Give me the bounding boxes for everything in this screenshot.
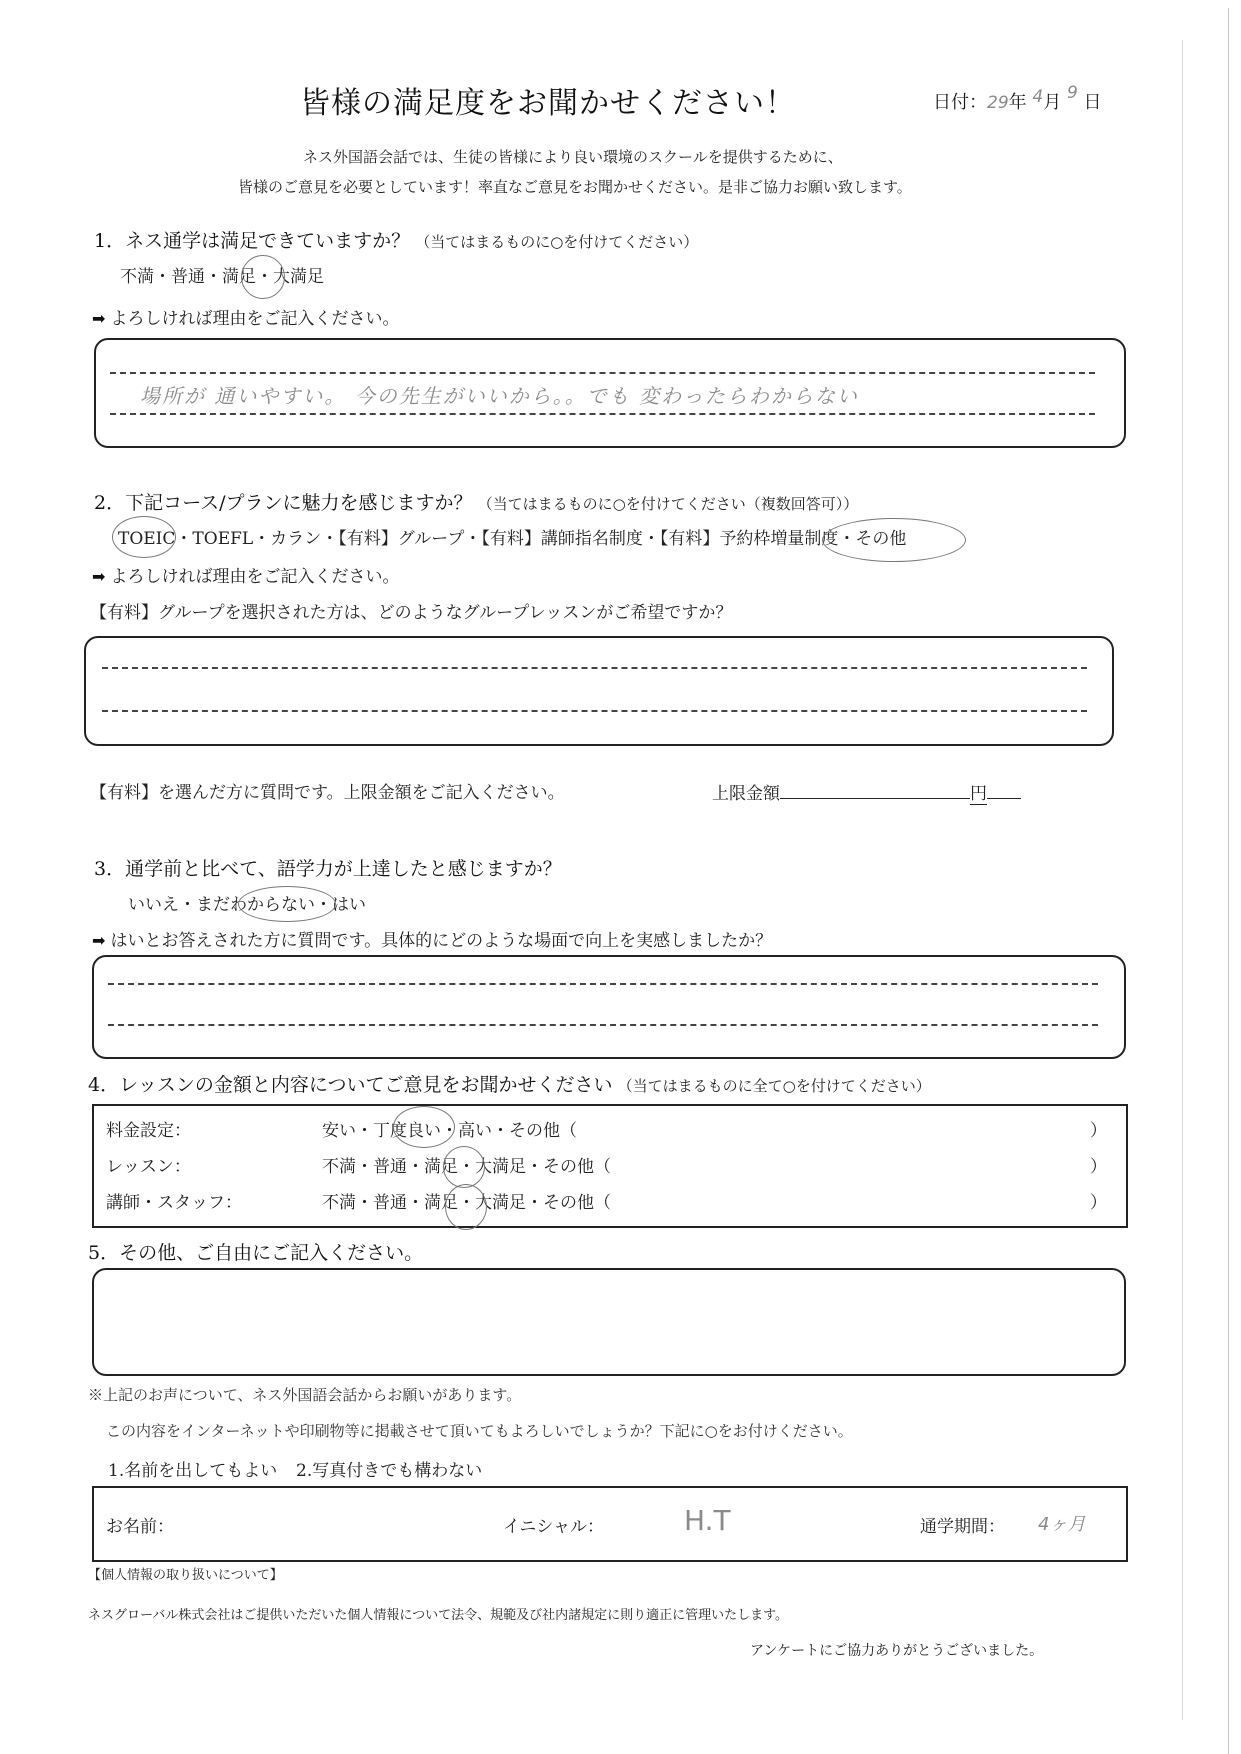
- q4-option-selected[interactable]: 満足: [424, 1157, 458, 1177]
- q4-question: 4．レッスンの金額と内容についてご意見をお聞かせください: [88, 1074, 613, 1096]
- separator: ・: [407, 1193, 424, 1213]
- separator: ・: [205, 267, 222, 287]
- separator: ・: [526, 1193, 543, 1213]
- name-label: お名前：: [106, 1517, 174, 1537]
- q3-followup-row: [92, 926, 772, 951]
- separator: ・: [838, 529, 856, 549]
- intro-line-2: 皆様のご意見を必要としています！率直なご意見をお聞かせください。是非ご協力お願い致します。: [238, 178, 912, 196]
- q2-option-toeic[interactable]: TOEIC: [118, 529, 176, 549]
- q3-option[interactable]: はい: [332, 895, 366, 915]
- q4-option-other[interactable]: その他（: [509, 1121, 577, 1141]
- ruled-line: [108, 1024, 1098, 1026]
- q4-option-selected[interactable]: 丁度良い: [373, 1121, 441, 1141]
- q2-instruction: （当てはまるものに○を付けてください（複数回答可））: [477, 495, 859, 513]
- consent-note: ※上記のお声について、ネス外国語会話からお願いがあります。: [88, 1386, 522, 1404]
- separator: ・: [315, 895, 332, 915]
- q2-price-field: [712, 778, 1021, 805]
- separator: ・: [253, 529, 271, 549]
- q4-option-selected[interactable]: 満足: [424, 1193, 458, 1213]
- arrow-right-icon: ➡: [92, 567, 106, 586]
- date-month-value[interactable]: 4: [1032, 87, 1044, 107]
- consent-options: [108, 1456, 482, 1481]
- separator: ・: [356, 1157, 373, 1177]
- ruled-line: [110, 413, 1095, 415]
- arrow-right-icon: ➡: [92, 931, 106, 950]
- close-paren: ）: [1090, 1157, 1107, 1177]
- q4-option-other[interactable]: その他（: [543, 1193, 611, 1213]
- q4-option[interactable]: 大満足: [475, 1193, 526, 1213]
- ruled-line: [110, 372, 1095, 374]
- separator: ・: [356, 1121, 373, 1141]
- day-unit: 日: [1083, 92, 1102, 113]
- date-field: [933, 83, 1102, 114]
- close-paren: ）: [1090, 1121, 1107, 1141]
- q4-option[interactable]: 不満: [322, 1157, 356, 1177]
- price-label: 上限金額: [712, 784, 780, 804]
- consent-option-photo[interactable]: 2.写真付きでも構わない: [296, 1461, 483, 1481]
- q1-instruction: （当てはまるものに○を付けてください）: [415, 233, 699, 251]
- price-input[interactable]: [780, 778, 970, 799]
- separator: ・: [321, 529, 339, 549]
- privacy-title: 【個人情報の取り扱いについて】: [88, 1568, 283, 1583]
- q1-reason-prompt: よろしければ理由をご記入ください。: [110, 309, 400, 329]
- date-day-value[interactable]: 9: [1066, 83, 1078, 103]
- q2-reason-prompt-row: [92, 562, 400, 587]
- close-paren: ）: [1090, 1193, 1107, 1213]
- separator: ・: [154, 267, 171, 287]
- separator: ・: [407, 1157, 424, 1177]
- q1-heading: [94, 226, 698, 253]
- q2-option-toefl[interactable]: TOEFL: [192, 529, 254, 549]
- consent-option-name[interactable]: 1.名前を出してもよい: [108, 1461, 278, 1481]
- q4-option-other[interactable]: その他（: [543, 1157, 611, 1177]
- period-value[interactable]: 4ヶ月: [1038, 1514, 1086, 1535]
- q4-option[interactable]: 普通: [373, 1193, 407, 1213]
- selection-circle: [822, 518, 966, 562]
- q1-question: 1．ネス通学は満足できていますか？: [94, 230, 411, 252]
- intro-line-1: ネス外国語会話では、生徒の皆様により良い環境のスクールを提供するために、: [303, 148, 843, 166]
- q2-heading: [94, 488, 858, 515]
- date-label: 日付：: [933, 92, 987, 113]
- year-unit: 年: [1008, 92, 1027, 113]
- q1-option[interactable]: 不満: [120, 267, 154, 287]
- separator: ・: [642, 529, 660, 549]
- page-title: 皆様の満足度をお聞かせください！: [300, 86, 796, 121]
- separator: ・: [175, 529, 193, 549]
- q3-answer-box[interactable]: [92, 955, 1126, 1059]
- selection-circle: [238, 886, 336, 922]
- scan-edge-line: [1182, 40, 1183, 1720]
- q2-question: 2．下記コース/プランに魅力を感じますか？: [94, 492, 473, 514]
- q1-option[interactable]: 大満足: [273, 267, 324, 287]
- ruled-line: [102, 710, 1087, 712]
- selection-circle: [443, 1146, 485, 1188]
- q4-row-label: レッスン：: [106, 1157, 191, 1177]
- consent-request: この内容をインターネットや印刷物等に掲載させて頂いてもよろしいでしょうか？下記に○をお付けください。: [106, 1422, 853, 1440]
- separator: ・: [179, 895, 196, 915]
- price-underline: [987, 778, 1021, 799]
- q2-option-booking-slots[interactable]: 【有料】予約枠増量制度: [659, 529, 839, 549]
- separator: ・: [356, 1193, 373, 1213]
- q2-option-other[interactable]: その他: [855, 529, 907, 549]
- separator: ・: [256, 267, 273, 287]
- q2-price-question: 【有料】を選んだ方に質問です。上限金額をご記入ください。: [90, 783, 565, 803]
- separator: ・: [464, 529, 482, 549]
- q1-handwritten-answer: 場所が 通いやすい。 今の先生がいいから。。でも 変わったらわからない: [140, 384, 859, 408]
- ruled-line: [108, 983, 1098, 985]
- thanks-message: アンケートにご協力ありがとうございました。: [750, 1643, 1044, 1659]
- ruled-line: [102, 667, 1087, 669]
- q5-answer-box[interactable]: [92, 1268, 1126, 1376]
- q4-option[interactable]: 不満: [322, 1193, 356, 1213]
- q4-instruction: （当てはまるものに全て○を付けてください）: [617, 1077, 931, 1095]
- selection-circle: [112, 516, 176, 558]
- initial-label: イニシャル：: [503, 1517, 604, 1537]
- q3-option[interactable]: いいえ: [128, 895, 179, 915]
- period-label: 通学期間：: [920, 1517, 1005, 1537]
- q2-group-question: 【有料】グループを選択された方は、どのようなグループレッスンがご希望ですか？: [90, 603, 733, 623]
- q1-reason-prompt-row: [92, 304, 400, 329]
- selection-circle: [445, 1184, 487, 1230]
- q4-option[interactable]: 大満足: [475, 1157, 526, 1177]
- q4-row-label: 講師・スタッフ：: [106, 1193, 242, 1213]
- selection-circle: [241, 255, 285, 299]
- q4-row-label: 料金設定：: [106, 1121, 191, 1141]
- q1-option-selected[interactable]: 満足: [222, 267, 256, 287]
- separator: ・: [441, 1121, 458, 1141]
- price-unit: 円: [970, 779, 987, 805]
- q1-options: [120, 262, 324, 287]
- q4-option[interactable]: 高い: [458, 1121, 492, 1141]
- initial-value[interactable]: H.T: [684, 1504, 731, 1537]
- q2-answer-box[interactable]: [84, 636, 1114, 746]
- q5-question: 5．その他、ご自由にご記入ください。: [88, 1242, 424, 1264]
- q1-option[interactable]: 普通: [171, 267, 205, 287]
- q4-heading: [88, 1070, 931, 1097]
- q3-question: 3．通学前と比べて、語学力が上達したと感じますか？: [94, 858, 562, 880]
- separator: ・: [492, 1121, 509, 1141]
- q2-option-teacher-nomination[interactable]: 【有料】講師指名制度: [481, 529, 643, 549]
- q3-followup: はいとお答えされた方に質問です。具体的にどのような場面で向上を実感しましたか？: [110, 931, 773, 951]
- separator: ・: [458, 1193, 475, 1213]
- q4-option[interactable]: 安い: [322, 1121, 356, 1141]
- month-unit: 月: [1043, 92, 1062, 113]
- privacy-text: ネスグローバル株式会社はご提供いただいた個人情報について法令、規範及び社内諸規定に則り適正に管理いたします。: [88, 1608, 789, 1623]
- date-year-value[interactable]: 29: [987, 93, 1009, 113]
- selection-circle: [393, 1106, 455, 1148]
- q3-option-selected[interactable]: まだわからない: [196, 895, 315, 915]
- q2-option-group[interactable]: 【有料】グループ: [338, 529, 465, 549]
- scan-edge-line: [1228, 8, 1229, 1754]
- separator: ・: [526, 1157, 543, 1177]
- q2-options: [118, 524, 906, 549]
- q4-option[interactable]: 普通: [373, 1157, 407, 1177]
- q2-option-callan[interactable]: カラン: [270, 529, 322, 549]
- arrow-right-icon: ➡: [92, 309, 106, 328]
- q2-reason-prompt: よろしければ理由をご記入ください。: [110, 567, 400, 587]
- separator: ・: [458, 1157, 475, 1177]
